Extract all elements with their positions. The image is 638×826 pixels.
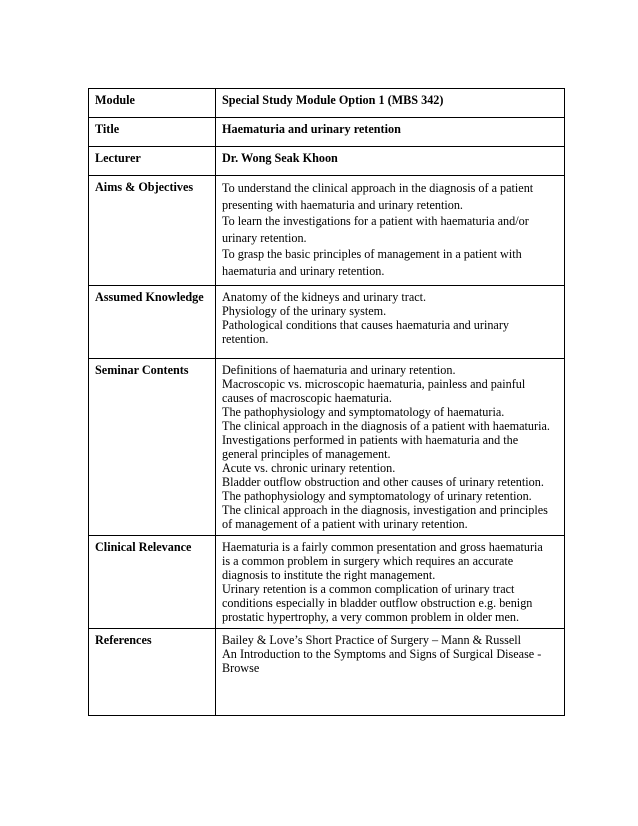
row-label: Lecturer — [89, 147, 216, 176]
table-row-clinical-relevance — [89, 536, 565, 629]
module-info-table — [88, 88, 565, 716]
row-value: Dr. Wong Seak Khoon — [216, 147, 565, 176]
text-line: retention. — [222, 332, 269, 346]
table-row-seminar-contents — [89, 359, 565, 536]
text-line: causes of macroscopic haematuria. — [222, 391, 392, 405]
text-line: Urinary retention is a common complication of urinary tract — [222, 582, 515, 596]
row-value: Haematuria and urinary retention — [216, 118, 565, 147]
text-line: Physiology of the urinary system. — [222, 304, 387, 318]
text-line: To understand the clinical approach in the diagnosis of a patient — [222, 181, 534, 195]
text-line: To grasp the basic principles of management in a patient with — [222, 247, 522, 261]
text-line: urinary retention. — [222, 230, 307, 245]
text-line: Acute vs. chronic urinary retention. — [222, 461, 396, 475]
text-line: The clinical approach in the diagnosis of a patient with haematuria. — [222, 419, 550, 433]
row-value — [216, 286, 565, 359]
text-line: The pathophysiology and symptomatology of haematuria. — [222, 405, 505, 419]
table-row-title — [89, 118, 565, 147]
text-line: Anatomy of the kidneys and urinary tract. — [222, 290, 427, 304]
text-line: The clinical approach in the diagnosis, investigation and principles — [222, 503, 548, 517]
text-line: of management of a patient with urinary retention. — [222, 517, 468, 531]
text-line: Haematuria is a fairly common presentation and gross haematuria — [222, 540, 543, 554]
text-line: conditions especially in bladder outflow obstruction e.g. benign — [222, 596, 533, 610]
text-line: Macroscopic vs. microscopic haematuria, painless and painful — [222, 377, 526, 391]
text-line: To learn the investigations for a patient with haematuria and/or — [222, 214, 529, 228]
row-label: Aims & Objectives — [89, 176, 216, 286]
row-label: Module — [89, 89, 216, 118]
row-value — [216, 176, 565, 286]
row-label: Assumed Knowledge — [89, 286, 216, 359]
row-label: Seminar Contents — [89, 359, 216, 536]
text-line: prostatic hypertrophy, a very common problem in older men. — [222, 610, 520, 624]
row-value — [216, 536, 565, 629]
table-row-aims — [89, 176, 565, 286]
text-line: general principles of management. — [222, 447, 391, 461]
row-label: Clinical Relevance — [89, 536, 216, 629]
row-label: References — [89, 629, 216, 716]
row-value — [216, 629, 565, 716]
table-row-assumed-knowledge — [89, 286, 565, 359]
text-line: Investigations performed in patients with haematuria and the — [222, 433, 519, 447]
row-label: Title — [89, 118, 216, 147]
text-line: The pathophysiology and symptomatology of urinary retention. — [222, 489, 532, 503]
table-row-module — [89, 89, 565, 118]
text-line: presenting with haematuria and urinary retention. — [222, 197, 463, 212]
text-line: diagnosis to institute the right management. — [222, 568, 436, 582]
text-line: is a common problem in surgery which requires an accurate — [222, 554, 514, 568]
table-row-references — [89, 629, 565, 716]
text-line: Definitions of haematuria and urinary retention. — [222, 363, 456, 377]
text-line: Bailey & Love’s Short Practice of Surgery – Mann & Russell — [222, 633, 522, 647]
text-line: Bladder outflow obstruction and other causes of urinary retention. — [222, 475, 544, 489]
row-value: Special Study Module Option 1 (MBS 342) — [216, 89, 565, 118]
text-line: Browse — [222, 661, 260, 675]
text-line: haematuria and urinary retention. — [222, 263, 385, 278]
row-value — [216, 359, 565, 536]
text-line: An Introduction to the Symptoms and Signs of Surgical Disease - — [222, 647, 542, 661]
text-line: Pathological conditions that causes haematuria and urinary — [222, 318, 509, 332]
table-row-lecturer — [89, 147, 565, 176]
